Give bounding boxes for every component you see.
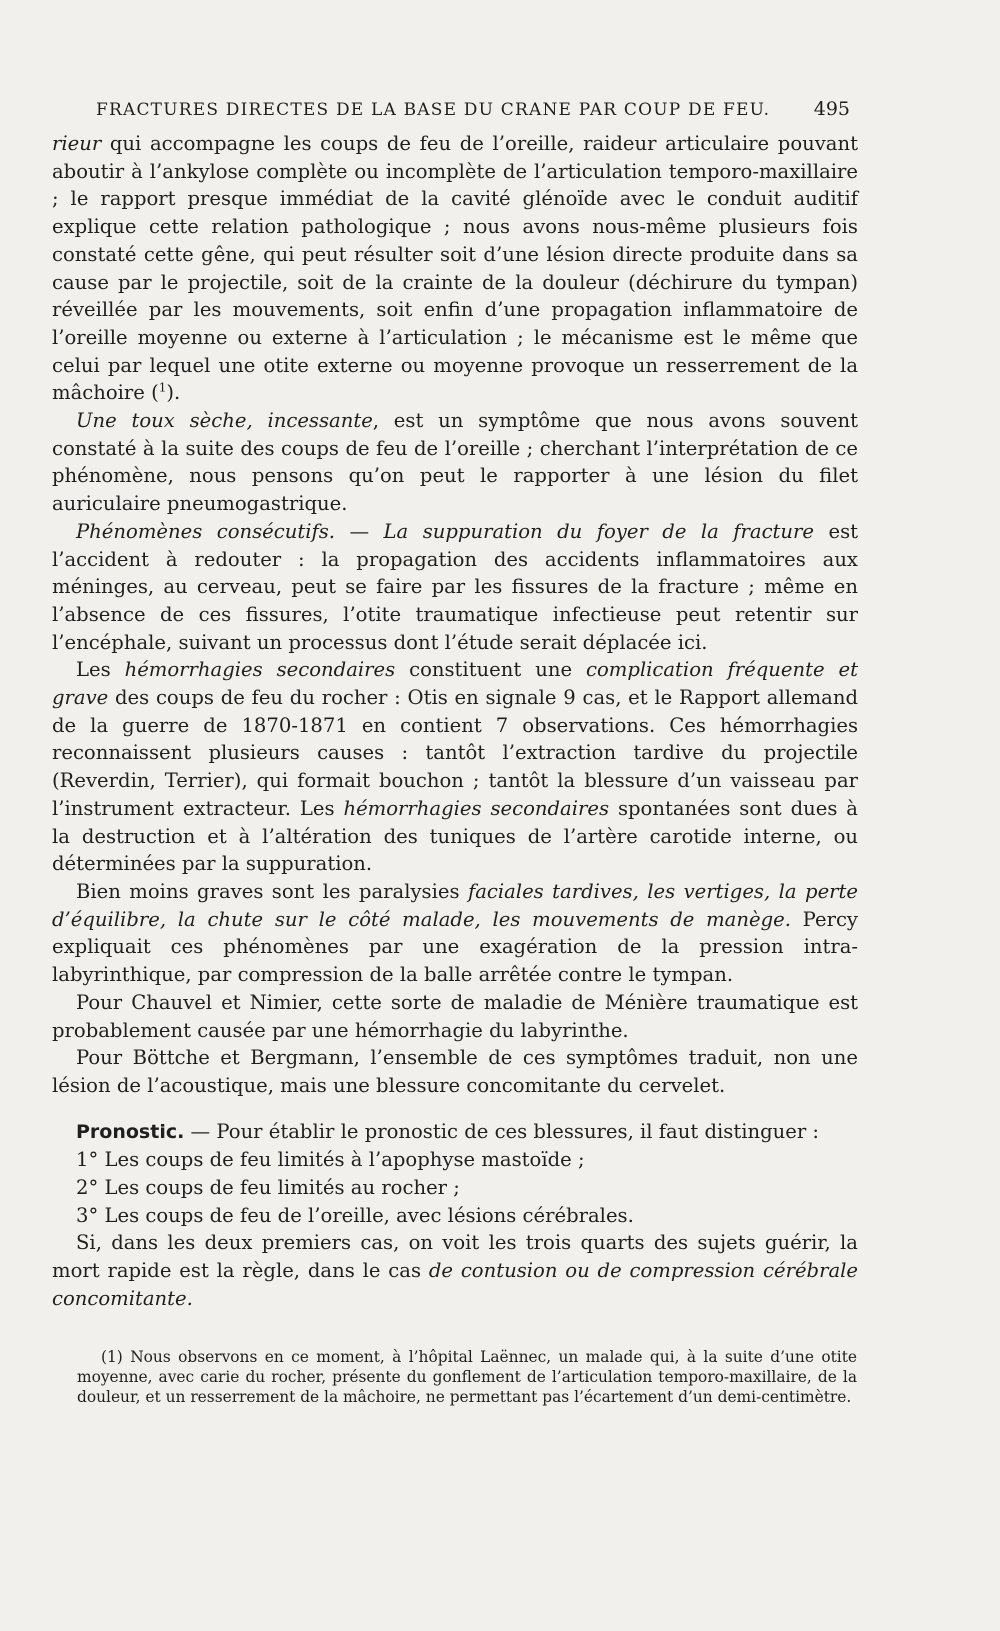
italic-text: Une toux sèche, incessante [76,409,373,433]
spacer [52,1100,858,1118]
paragraph [52,656,858,878]
paragraph-text: — Pour établir le pronostic de ces blessures, il faut distinguer : [184,1119,820,1143]
page-number: 495 [813,98,850,120]
footnote-text: Nous observons en ce moment, à l’hôpital Laënnec, un malade qui, à la suite d’une otite moyenne, avec carie du rocher, présente du gonflement de l’articulation temporo-maxillaire, de la douleur, et un resserrement de la mâchoire, ne permettant pas l’écartement d’un demi-centimètre. [77,1348,857,1406]
paragraph-text: qui accompagne les coups de feu de l’oreille, raideur articulaire pouvant aboutir à l’ankylose complète ou incomplète de l’articulation temporo-maxillaire ; le rapport presque immédiat de la cavité glénoïde avec le conduit auditif explique cette relation pathologique ; nous avons nous-même plusieurs fois constaté cette gêne, qui peut résulter soit d’une lésion directe produite dans sa cause par le projectile, soit de la crainte de la douleur (déchirure du tympan) réveillée par les mouvements, soit enfin d’une propagation inflammatoire de l’oreille moyenne ou externe à l’articulation ; le mécanisme est le même que celui par lequel une otite externe ou moyenne provoque un resserrement de la mâchoire ( [52,132,858,405]
paragraph-text: des coups de feu du rocher : Otis en signale 9 cas, et le Rapport allemand de la guerre de 1870-1871 en contient 7 observations. Ces hémorrhagies reconnaissent plusieurs causes : tantôt l’extraction tardive du projectile (Reverdin, Terrier), qui formait bouchon ; tantôt la blessure d’un vaisseau par l’instrument extracteur. Les [52,686,858,820]
footnote-mark: (1) [101,1348,123,1366]
paragraph-text: Si, dans les deux premiers cas, on voit les trois quarts des sujets guérir, la mort rapide est la règle, dans le cas [52,1231,858,1283]
list-item: 2° Les coups de feu limités au rocher ; [76,1176,460,1200]
pronostic-list [52,1146,858,1229]
dash: — [335,519,384,543]
paragraph [52,878,858,989]
paragraph-text: , est un symptôme que nous avons souvent constaté à la suite des coups de feu de l’oreille ; cherchant l’interprétation de ce phénomène, nous pensons qu’on peut le rapporter à une lésion du filet auriculaire pneumogastrique. [52,409,858,516]
main-text [52,130,858,1313]
italic-text: faciales tardives, les vertiges, la perte d’équilibre, la chute sur le côté malade, les mouvements de manège. [52,879,858,931]
paragraph [52,130,858,407]
footnote-paragraph [77,1347,857,1407]
paragraph-text-end: ). [166,381,181,405]
section-label: Phénomènes consécutifs. [76,519,336,543]
paragraph [52,1229,858,1312]
italic-text: hémorrhagies secondaires [124,658,396,682]
italic-text: rieur [52,132,102,155]
italic-text: complication fréquente et grave [52,658,858,710]
paragraph-text: est l’accident à redouter : la propagation des accidents inflammatoires aux méninges, au cerveau, peut se faire par les fissures de la fracture ; même en l’absence de ces fissures, l’otite traumatique infectieuse peut retentir sur l’encéphale, suivant un processus dont l’étude serait déplacée ici. [52,519,858,654]
paragraph: Pour Chauvel et Nimier, cette sorte de maladie de Ménière traumatique est probablement causée par une hémorrhagie du labyrinthe. [52,990,858,1042]
paragraph [52,407,858,518]
list-item: 1° Les coups de feu limités à l’apophyse mastoïde ; [76,1148,585,1172]
paragraph-text: constituent une [395,658,586,682]
paragraph-text: spontanées sont dues à la destruction et à l’altération des tuniques de l’artère carotide interne, ou déterminées par la suppuration. [52,796,858,876]
pronostic-heading [52,1118,858,1147]
paragraph [52,518,858,657]
paragraph-text: Les [76,658,125,682]
italic-text: de contusion ou de compression cérébrale concomitante. [52,1259,858,1310]
paragraph-text: Percy expliquait ces phénomènes par une exagération de la pression intra-labyrinthique, par compression de la balle arrêtée contre le tympan. [52,907,858,987]
footnote-ref: 1 [158,380,167,395]
running-title: FRACTURES DIRECTES DE LA BASE DU CRANE PAR COUP DE FEU. [96,100,771,120]
running-header [96,98,850,120]
footnote [77,1347,857,1407]
pronostic-label: Pronostic. [76,1120,185,1143]
list-item: 3° Les coups de feu de l’oreille, avec lésions cérébrales. [76,1203,634,1227]
italic-text: hémorrhagies secondaires [343,796,610,820]
italic-text: La suppuration du foyer de la fracture [383,519,815,543]
paragraph: Pour Böttche et Bergmann, l’ensemble de ces symptômes traduit, non une lésion de l’acoustique, mais une blessure concomitante du cervelet. [52,1046,858,1097]
paragraph-text: Bien moins graves sont les paralysies [76,879,468,903]
